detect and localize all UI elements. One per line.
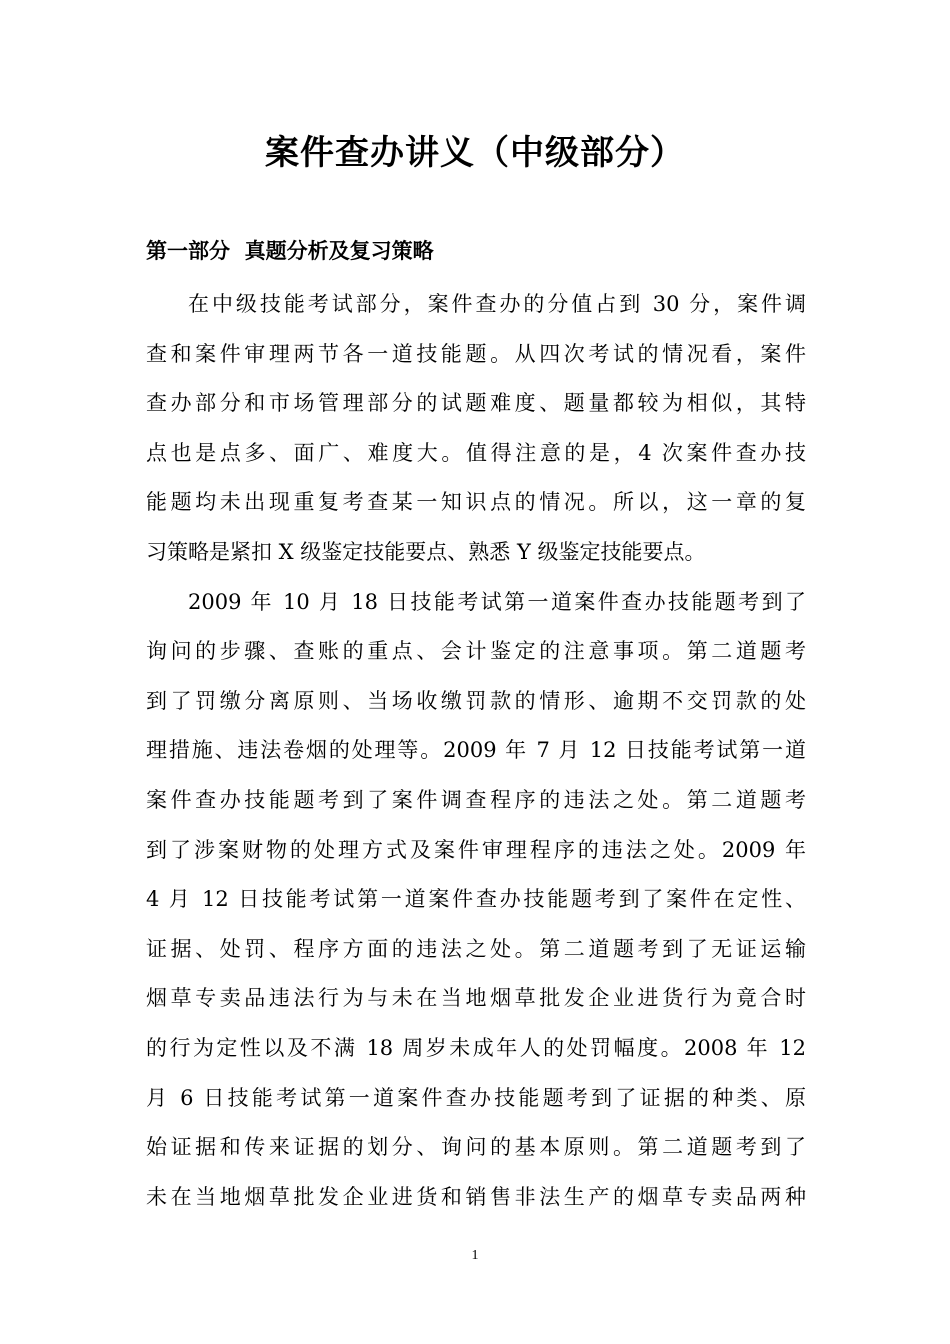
text-line: 查和案件审理两节各一道技能题。从四次考试的情况看，案件 <box>146 341 806 366</box>
text-line: 烟草专卖品违法行为与未在当地烟草批发企业进货行为竟合时 <box>146 986 806 1011</box>
paragraph <box>146 280 806 578</box>
text-line: 4 月 12 日技能考试第一道案件查办技能题考到了案件在定性、 <box>146 887 806 912</box>
text-line: 始证据和传来证据的划分、询问的基本原则。第二道题考到了 <box>146 1135 806 1160</box>
text-line: 在中级技能考试部分，案件查办的分值占到 30 分，案件调 <box>188 292 806 316</box>
text-line: 能题均未出现重复考查某一知识点的情况。所以，这一章的复 <box>146 490 806 515</box>
page-number: 1 <box>471 1248 479 1263</box>
document-body <box>146 280 806 1222</box>
section-heading: 第一部分 真题分析及复习策略 <box>146 239 434 263</box>
text-line: 到了罚缴分离原则、当场收缴罚款的情形、逾期不交罚款的处 <box>146 688 806 713</box>
text-line: 询问的步骤、查账的重点、会计鉴定的注意事项。第二道题考 <box>146 639 806 664</box>
text-line: 2009 年 10 月 18 日技能考试第一道案件查办技能题考到了 <box>188 589 806 614</box>
text-line: 未在当地烟草批发企业进货和销售非法生产的烟草专卖品两种 <box>146 1184 806 1209</box>
text-line: 习策略是紧扣 X 级鉴定技能要点、熟悉 Y 级鉴定技能要点。 <box>146 539 706 564</box>
text-line: 点也是点多、面广、难度大。值得注意的是，4 次案件查办技 <box>146 440 806 465</box>
text-line: 月 6 日技能考试第一道案件查办技能题考到了证据的种类、原 <box>146 1085 806 1110</box>
paragraph <box>146 578 806 1223</box>
text-line: 到了涉案财物的处理方式及案件审理程序的违法之处。2009 年 <box>146 837 806 862</box>
text-line: 案件查办技能题考到了案件调查程序的违法之处。第二道题考 <box>146 787 806 812</box>
text-line: 证据、处罚、程序方面的违法之处。第二道题考到了无证运输 <box>146 936 806 961</box>
text-line: 的行为定性以及不满 18 周岁未成年人的处罚幅度。2008 年 12 <box>146 1035 806 1060</box>
document-title: 案件查办讲义（中级部分） <box>265 133 685 173</box>
text-line: 查办部分和市场管理部分的试题难度、题量都较为相似，其特 <box>146 391 806 416</box>
text-line: 理措施、违法卷烟的处理等。2009 年 7 月 12 日技能考试第一道 <box>146 738 806 763</box>
